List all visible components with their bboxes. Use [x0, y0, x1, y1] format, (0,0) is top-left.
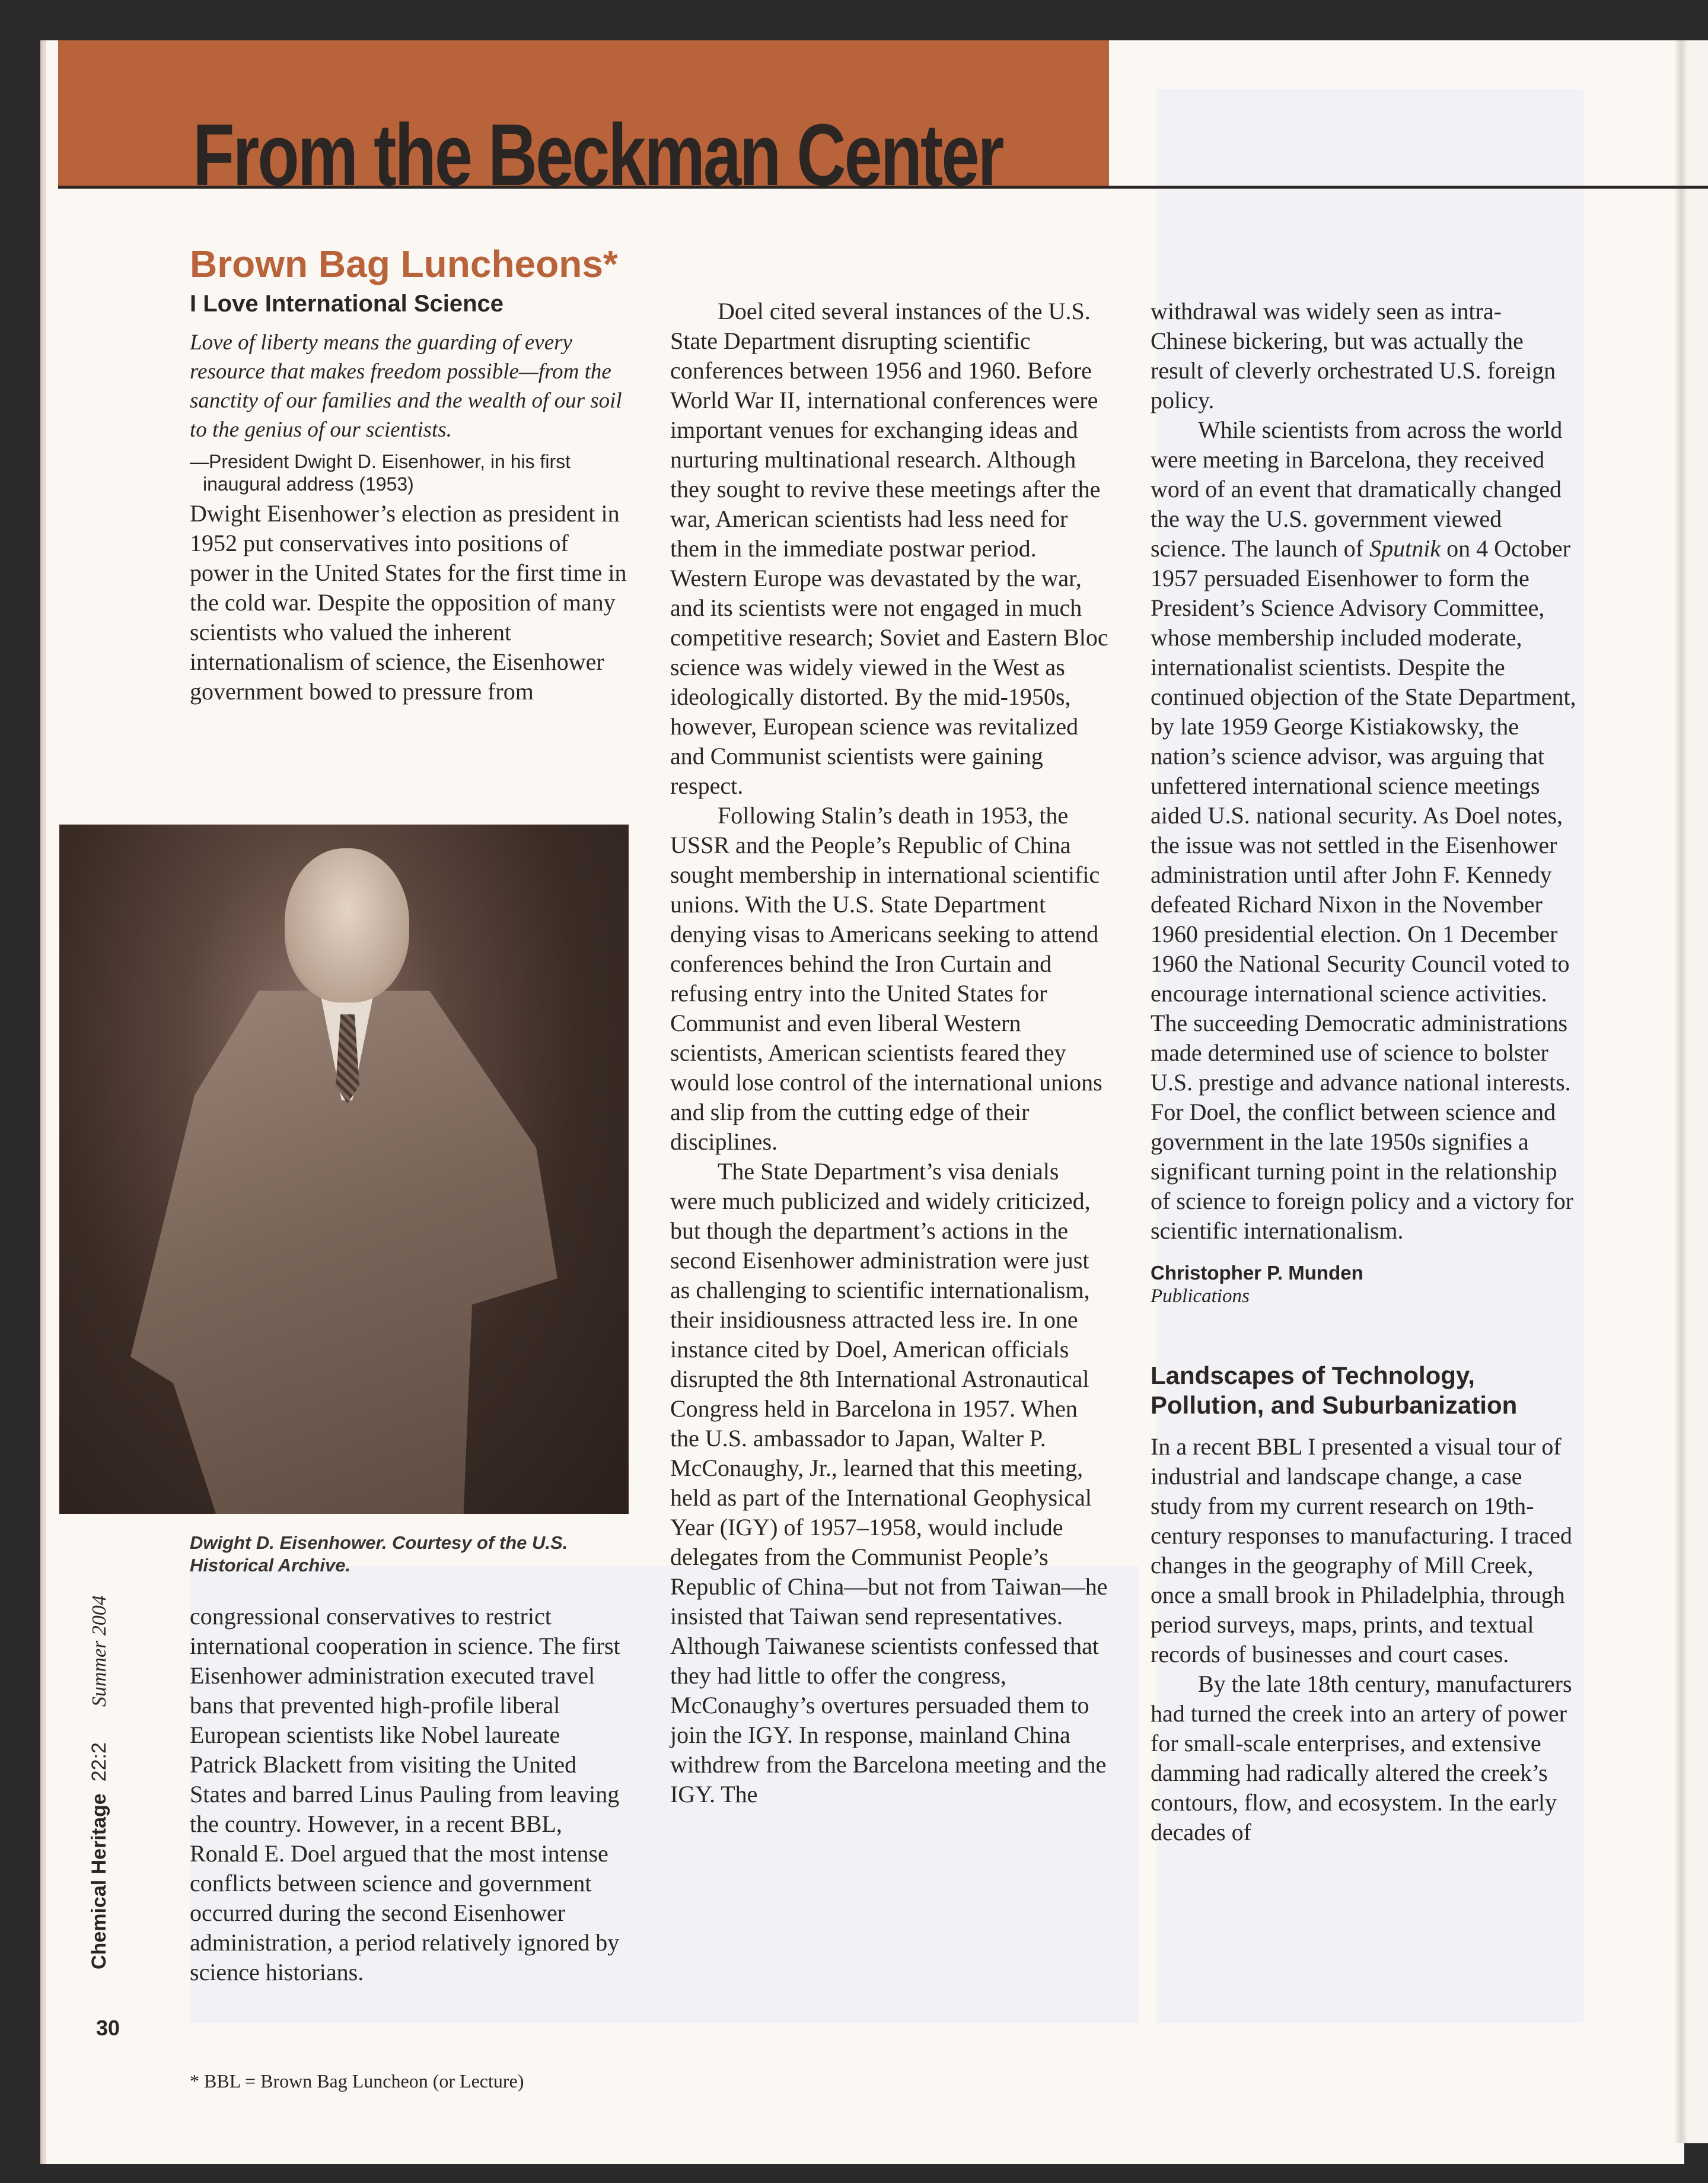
epigraph-quote: Love of liberty means the guarding of every resource that makes freedom possible—from the sanctity of our families and the wealth of our soil to the genius of our scientists.	[190, 330, 622, 443]
section-title: From the Beckman Center	[193, 106, 1003, 204]
body-paragraph: The State Department’s visa denials were much publicized and widely criticized, but though the department’s actions in the second Eisenhower administration were just as challenging to scientific internationalism, their insidiousness attracted less ire. In one instance cited by Doel, American officials disrupted the 8th International Astronautical Congress held in Barcelona in 1957. When the U.S. ambassador to Japan, Walter P. McConaughy, Jr., learned that this meeting, held as part of the International Geophysical Year (IGY) of 1957–1958, would include delegates from the Communist People’s Republic of China—but not from Taiwan—he insisted that Taiwan send representatives. Although Taiwanese scientists confessed that they had little to offer the congress, McConaughy’s overtures persuaded them to join the IGY. In response, mainland China withdrew from the Barcelona meeting and the IGY. The	[670, 1158, 1108, 1808]
body-paragraph: Following Stalin’s death in 1953, the USSR and the People’s Republic of China sought membership in international scientific unions. With the U.S. State Department denying visas to Americans seeking to attend conferences behind the Iron Curtain and refusing entry into the United States for Communist and even liberal Western scientists, American scientists feared they would lose control of the international unions and slip from the cutting edge of their disciplines.	[670, 802, 1102, 1155]
body-paragraph: In a recent BBL I presented a visual tour of industrial and landscape change, a case study from my current research on 19th-century responses to manufacturing. I traced changes in the geography of Mill Creek, once a small brook in Philadelphia, through period surveys, maps, prints, and textual records of businesses and court cases.	[1151, 1433, 1572, 1668]
body-paragraph: Dwight Eisenhower’s election as president in 1952 put conservatives into positions of power in the United States for the first time in the cold war. Despite the opposition of many scientists who valued the inherent internationalism of science, the Eisenhower government bowed to pressure from	[190, 500, 627, 705]
footnote: * BBL = Brown Bag Luncheon (or Lecture)	[190, 2070, 524, 2092]
article-2-title: Landscapes of Technology, Pollution, and Suburbanization	[1151, 1361, 1518, 1419]
epigraph-attribution: —President Dwight D. Eisenhower, in his first inaugural address (1953)	[190, 451, 571, 495]
column-2	[670, 297, 1109, 1809]
article-subhead: I Love International Science	[190, 291, 504, 317]
page-gutter	[1675, 40, 1687, 2143]
magazine-name: Chemical Heritage	[88, 1793, 110, 1969]
body-paragraph	[1151, 415, 1578, 1246]
column-1-top	[190, 243, 629, 707]
byline-department: Publications	[1151, 1285, 1250, 1307]
body-text: on 4 October 1957 persuaded Eisenhower to form the President’s Science Advisory Committee, whose membership included moderate, internationalist scientists. Despite the continued objection of the State Department, by late 1959 George Kistiakowsky, the nation’s science advisor, was arguing that unfettered international science meetings aided U.S. national security. As Doel notes, the issue was not settled in the Eisenhower administration until after John F. Kennedy defeated Richard Nixon in the November 1960 presidential election. On 1 December 1960 the National Security Council voted to encourage international science activities. The succeeding Democratic administrations made determined use of science to bolster U.S. prestige and advance national interests. For Doel, the conflict between science and government in the late 1950s signifies a significant turning point in the relationship of science to foreign policy and a victory for scientific internationalism.	[1151, 535, 1576, 1244]
portrait-head	[285, 848, 409, 1003]
issue-number: 22:2	[88, 1742, 110, 1782]
article-title: Brown Bag Luncheons*	[190, 243, 618, 285]
body-paragraph: congressional conservatives to restrict international cooperation in science. The first Eisenhower administration executed travel bans that prevented high-profile liberal European scientists like Nobel laureate Patrick Blackett from visiting the United States and barred Linus Pauling from leaving the country. However, in a recent BBL, Ronald E. Doel argued that the most intense conflicts between science and government occurred during the second Eisenhower administration, a period relatively ignored by science historians.	[190, 1603, 620, 1985]
issue-season: Summer 2004	[88, 1595, 110, 1707]
column-3	[1151, 297, 1578, 1847]
body-paragraph: Doel cited several instances of the U.S. State Department disrupting scientific conferences between 1956 and 1960. Before World War II, international conferences were important venues for exchanging ideas and nurturing multinational research. Although they sought to revive these meetings after the war, American scientists had less need for them in the immediate postwar period. Western Europe was devastated by the war, and its scientists were not engaged in much competitive research; Soviet and Eastern Bloc science was widely viewed in the West as ideologically distorted. By the mid-1950s, however, European science was revitalized and Communist scientists were gaining respect.	[670, 298, 1108, 799]
body-paragraph: withdrawal was widely seen as intra-Chinese bickering, but was actually the result of cleverly orchestrated U.S. foreign policy.	[1151, 298, 1556, 413]
byline-author: Christopher P. Munden	[1151, 1262, 1363, 1284]
eisenhower-portrait-photo	[59, 825, 629, 1514]
facing-page-edge	[1687, 40, 1708, 2143]
page-number: 30	[96, 2016, 120, 2040]
emphasis-sputnik: Sputnik	[1369, 535, 1441, 562]
photo-caption: Dwight D. Eisenhower. Courtesy of the U.S. Historical Archive.	[190, 1532, 568, 1576]
folio-vertical	[88, 1595, 111, 1969]
body-text: While scientists from across the world were meeting in Barcelona, they received word of an event that dramatically changed the way the U.S. government viewed science. The launch of	[1151, 416, 1563, 562]
body-paragraph: By the late 18th century, manufacturers had turned the creek into an artery of power for small-scale enterprises, and extensive damming had radically altered the creek’s contours, flow, and ecosystem. In the early decades of	[1151, 1670, 1572, 1845]
column-1-bottom	[190, 1602, 629, 1987]
